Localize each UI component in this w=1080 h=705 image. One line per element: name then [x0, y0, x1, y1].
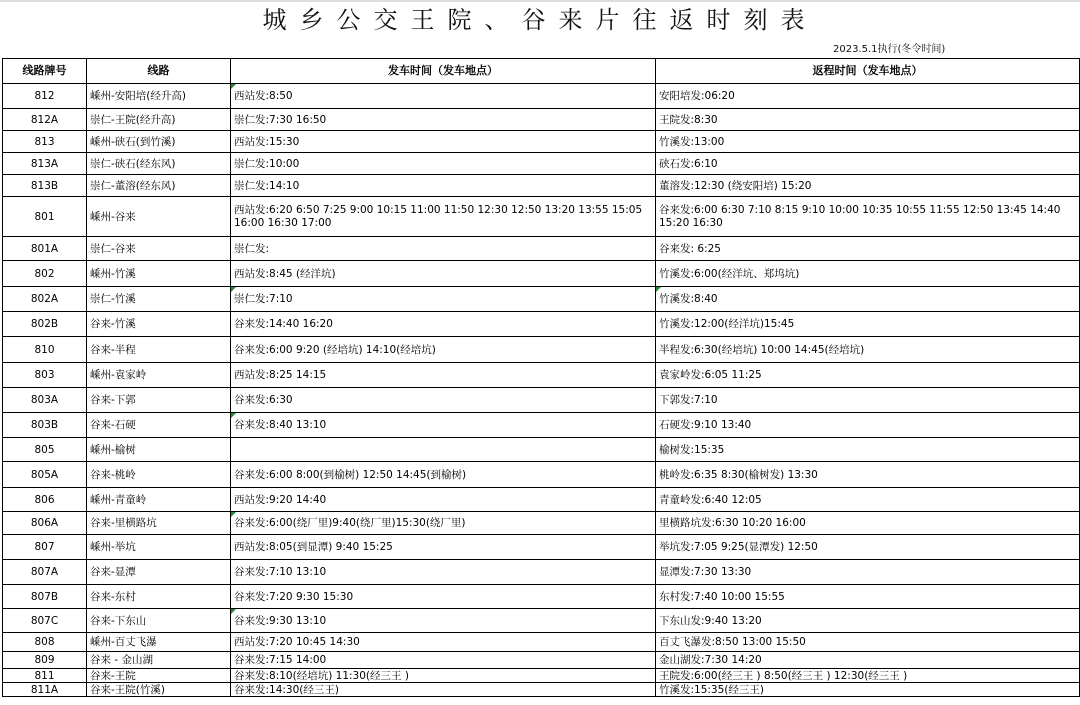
departure-times-cell: 谷来发:8:10(经培坑) 11:30(经三王 ) — [231, 669, 656, 683]
route-number-cell: 813A — [3, 153, 87, 175]
departure-times-cell — [231, 438, 656, 462]
route-number-cell: 809 — [3, 652, 87, 669]
table-row — [3, 388, 1080, 413]
return-times-cell: 竹溪发:6:00(经洋坑、郑坞坑) — [656, 261, 1080, 287]
route-name-cell: 谷来-显潭 — [87, 560, 231, 585]
route-name-cell: 谷来-下郭 — [87, 388, 231, 413]
table-row — [3, 488, 1080, 512]
table-row — [3, 633, 1080, 652]
return-times-cell: 董溶发:12:30 (绕安阳培) 15:20 — [656, 175, 1080, 197]
table-row — [3, 512, 1080, 535]
departure-times-cell: 崇仁发:7:30 16:50 — [231, 109, 656, 131]
route-name-cell: 崇仁-硖石(经东风) — [87, 153, 231, 175]
route-name-cell: 谷来-桃岭 — [87, 462, 231, 488]
table-row — [3, 669, 1080, 683]
route-name-cell: 谷来-竹溪 — [87, 312, 231, 337]
departure-times-cell: 西站发:6:20 6:50 7:25 9:00 10:15 11:00 11:50 12:30 12:50 13:20 13:55 15:05 16:00 16:30 17:00 — [231, 197, 656, 237]
route-number-cell: 801A — [3, 237, 87, 261]
table-row — [3, 131, 1080, 153]
table-row — [3, 560, 1080, 585]
timetable — [2, 58, 1080, 697]
route-number-cell: 802 — [3, 261, 87, 287]
route-name-cell: 谷来-里横路坑 — [87, 512, 231, 535]
table-row — [3, 237, 1080, 261]
route-number-cell: 805 — [3, 438, 87, 462]
table-row — [3, 84, 1080, 109]
route-number-cell: 801 — [3, 197, 87, 237]
departure-times-cell: 谷来发:8:40 13:10 — [231, 413, 656, 438]
table-row — [3, 153, 1080, 175]
departure-times-cell: 谷来发:9:30 13:10 — [231, 609, 656, 633]
return-times-cell: 举坑发:7:05 9:25(显潭发) 12:50 — [656, 535, 1080, 560]
route-name-cell: 嵊州-谷来 — [87, 197, 231, 237]
route-name-cell: 嵊州-硖石(到竹溪) — [87, 131, 231, 153]
route-name-cell: 嵊州-百丈飞瀑 — [87, 633, 231, 652]
route-number-cell: 802A — [3, 287, 87, 312]
table-row — [3, 312, 1080, 337]
return-times-cell: 袁家岭发:6:05 11:25 — [656, 363, 1080, 388]
departure-times-cell: 谷来发:14:30(经三王) — [231, 683, 656, 697]
departure-times-cell: 西站发:15:30 — [231, 131, 656, 153]
return-times-cell: 半程发:6:30(经培坑) 10:00 14:45(经培坑) — [656, 337, 1080, 363]
return-times-cell: 硖石发:6:10 — [656, 153, 1080, 175]
route-number-cell: 802B — [3, 312, 87, 337]
timetable-body — [3, 84, 1080, 697]
effective-date-note: 2023.5.1执行(冬令时间) — [833, 44, 946, 55]
route-number-cell: 807A — [3, 560, 87, 585]
route-name-cell: 嵊州-青童岭 — [87, 488, 231, 512]
departure-times-cell: 谷来发:6:00 8:00(到榆树) 12:50 14:45(到榆树) — [231, 462, 656, 488]
header-departure: 发车时间（发车地点） — [231, 59, 656, 84]
route-number-cell: 812 — [3, 84, 87, 109]
route-name-cell: 谷来 - 金山湖 — [87, 652, 231, 669]
return-times-cell: 青童岭发:6:40 12:05 — [656, 488, 1080, 512]
route-name-cell: 崇仁-竹溪 — [87, 287, 231, 312]
return-times-cell: 竹溪发:13:00 — [656, 131, 1080, 153]
route-number-cell: 806 — [3, 488, 87, 512]
departure-times-cell: 谷来发:7:20 9:30 15:30 — [231, 585, 656, 609]
route-number-cell: 807B — [3, 585, 87, 609]
table-row — [3, 652, 1080, 669]
route-name-cell: 嵊州-袁家岭 — [87, 363, 231, 388]
table-row — [3, 363, 1080, 388]
header-route-number: 线路牌号 — [3, 59, 87, 84]
table-row — [3, 109, 1080, 131]
departure-times-cell: 谷来发:6:00 9:20 (经培坑) 14:10(经培坑) — [231, 337, 656, 363]
route-name-cell: 嵊州-榆树 — [87, 438, 231, 462]
route-number-cell: 807C — [3, 609, 87, 633]
table-row — [3, 462, 1080, 488]
return-times-cell: 王院发:8:30 — [656, 109, 1080, 131]
table-row — [3, 535, 1080, 560]
header-return: 返程时间（发车地点） — [656, 59, 1080, 84]
page-title: 城乡公交王院、谷来片往返时刻表 — [262, 6, 818, 34]
route-number-cell: 812A — [3, 109, 87, 131]
return-times-cell: 下郭发:7:10 — [656, 388, 1080, 413]
table-row — [3, 175, 1080, 197]
departure-times-cell: 西站发:8:25 14:15 — [231, 363, 656, 388]
departure-times-cell: 谷来发:7:10 13:10 — [231, 560, 656, 585]
route-name-cell: 嵊州-安阳培(经升高) — [87, 84, 231, 109]
departure-times-cell: 西站发:8:50 — [231, 84, 656, 109]
return-times-cell: 石硬发:9:10 13:40 — [656, 413, 1080, 438]
table-row — [3, 261, 1080, 287]
return-times-cell: 下东山发:9:40 13:20 — [656, 609, 1080, 633]
route-number-cell: 813 — [3, 131, 87, 153]
table-row — [3, 413, 1080, 438]
table-row — [3, 683, 1080, 697]
route-name-cell: 崇仁-谷来 — [87, 237, 231, 261]
return-times-cell: 安阳培发:06:20 — [656, 84, 1080, 109]
top-border-line — [0, 0, 1080, 2]
departure-times-cell: 谷来发:14:40 16:20 — [231, 312, 656, 337]
route-number-cell: 810 — [3, 337, 87, 363]
table-row — [3, 585, 1080, 609]
return-times-cell: 桃岭发:6:35 8:30(榆树发) 13:30 — [656, 462, 1080, 488]
departure-times-cell: 谷来发:6:00(绕厂里)9:40(绕厂里)15:30(绕厂里) — [231, 512, 656, 535]
route-number-cell: 805A — [3, 462, 87, 488]
departure-times-cell: 西站发:8:05(到显潭) 9:40 15:25 — [231, 535, 656, 560]
departure-times-cell: 西站发:8:45 (经洋坑) — [231, 261, 656, 287]
route-name-cell: 崇仁-董溶(经东风) — [87, 175, 231, 197]
table-row — [3, 609, 1080, 633]
route-number-cell: 807 — [3, 535, 87, 560]
return-times-cell: 竹溪发:15:35(经三王) — [656, 683, 1080, 697]
departure-times-cell: 崇仁发:14:10 — [231, 175, 656, 197]
departure-times-cell: 崇仁发: — [231, 237, 656, 261]
return-times-cell: 百丈飞瀑发:8:50 13:00 15:50 — [656, 633, 1080, 652]
route-number-cell: 813B — [3, 175, 87, 197]
return-times-cell: 金山湖发:7:30 14:20 — [656, 652, 1080, 669]
return-times-cell: 王院发:6:00(经三王 ) 8:50(经三王 ) 12:30(经三王 ) — [656, 669, 1080, 683]
route-name-cell: 谷来-下东山 — [87, 609, 231, 633]
route-name-cell: 谷来-东村 — [87, 585, 231, 609]
return-times-cell: 显潭发:7:30 13:30 — [656, 560, 1080, 585]
route-name-cell: 嵊州-举坑 — [87, 535, 231, 560]
route-number-cell: 803B — [3, 413, 87, 438]
return-times-cell: 谷来发: 6:25 — [656, 237, 1080, 261]
route-name-cell: 嵊州-竹溪 — [87, 261, 231, 287]
departure-times-cell: 崇仁发:7:10 — [231, 287, 656, 312]
departure-times-cell: 谷来发:6:30 — [231, 388, 656, 413]
table-row — [3, 287, 1080, 312]
route-number-cell: 806A — [3, 512, 87, 535]
return-times-cell: 谷来发:6:00 6:30 7:10 8:15 9:10 10:00 10:35 10:55 11:55 12:50 13:45 14:40 15:20 16:30 — [656, 197, 1080, 237]
route-name-cell: 谷来-王院 — [87, 669, 231, 683]
route-number-cell: 803 — [3, 363, 87, 388]
return-times-cell: 榆树发:15:35 — [656, 438, 1080, 462]
departure-times-cell: 谷来发:7:15 14:00 — [231, 652, 656, 669]
route-number-cell: 811A — [3, 683, 87, 697]
departure-times-cell: 西站发:9:20 14:40 — [231, 488, 656, 512]
departure-times-cell: 崇仁发:10:00 — [231, 153, 656, 175]
table-row — [3, 438, 1080, 462]
route-name-cell: 谷来-王院(竹溪) — [87, 683, 231, 697]
route-name-cell: 崇仁-王院(经升高) — [87, 109, 231, 131]
route-name-cell: 谷来-半程 — [87, 337, 231, 363]
header-route: 线路 — [87, 59, 231, 84]
table-row — [3, 337, 1080, 363]
route-number-cell: 811 — [3, 669, 87, 683]
return-times-cell: 竹溪发:12:00(经洋坑)15:45 — [656, 312, 1080, 337]
return-times-cell: 里横路坑发:6:30 10:20 16:00 — [656, 512, 1080, 535]
departure-times-cell: 西站发:7:20 10:45 14:30 — [231, 633, 656, 652]
return-times-cell: 东村发:7:40 10:00 15:55 — [656, 585, 1080, 609]
route-number-cell: 808 — [3, 633, 87, 652]
header-row — [3, 59, 1080, 84]
table-row — [3, 197, 1080, 237]
return-times-cell: 竹溪发:8:40 — [656, 287, 1080, 312]
route-name-cell: 谷来-石硬 — [87, 413, 231, 438]
route-number-cell: 803A — [3, 388, 87, 413]
